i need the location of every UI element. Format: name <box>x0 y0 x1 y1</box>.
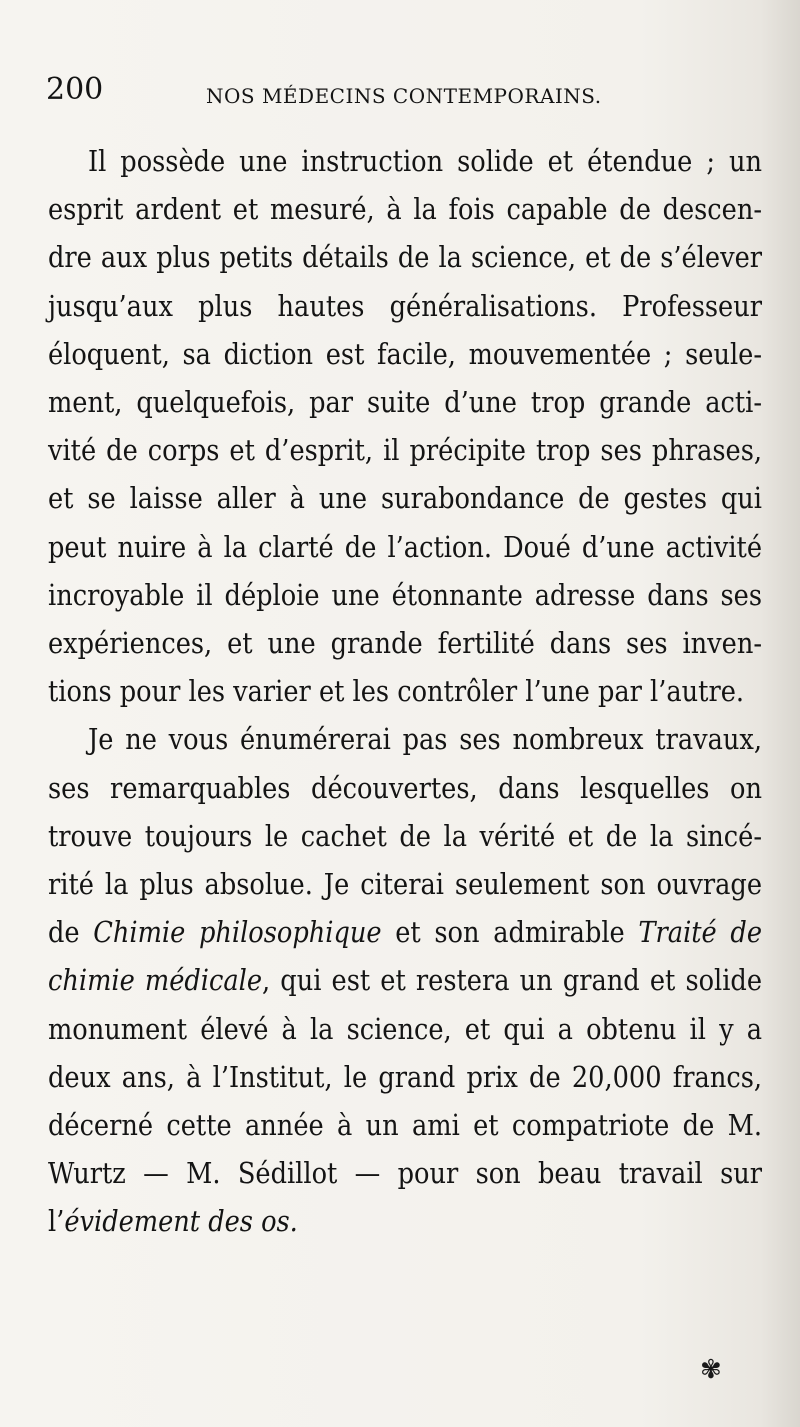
body-text <box>48 138 762 1247</box>
work-title-evidement-des-os: évidement des os. <box>64 1205 298 1239</box>
paragraph-2-text-a: Je ne vous énumérerai pas ses nombreux travaux, ses remarquables découvertes, dans lesquelles on trouve toujours le cachet de la vérité et de la sincé-rité la plus absolue. Je citerai seulement son ouvrage de <box>48 723 762 950</box>
paragraph-2-text-c: , qui est et restera un grand et solide monument élevé à la science, et qui a obtenu il y a deux ans, à l’Institut, le grand prix de 20,000 francs, décerné cette année à un ami et compatriote de M. Wurtz — M. Sédillot — pour son beau travail sur l’ <box>48 964 762 1239</box>
page-number: 200 <box>46 72 104 107</box>
book-title-chimie-philosophique: Chimie philosophique <box>93 916 382 950</box>
ornament-icon: ✾ <box>700 1355 722 1385</box>
running-head: NOS MÉDECINS CONTEMPORAINS. <box>206 84 602 108</box>
paragraph-2-text-b: et son admirable <box>381 916 639 950</box>
paragraph-1-text: Il possède une instruction solide et étendue ; un esprit ardent et mesuré, à la fois capable de descen-dre aux plus petits détails de la science, et de s’élever jusqu’aux plus hautes généralisations. Professeur éloquent, sa diction est facile, mouvementée ; seule-ment, quelquefois, par suite d’une trop grande acti-vité de corps et d’esprit, il précipite trop ses phrases, et se laisse aller à une surabondance de gestes qui peut nuire à la clarté de l’action. Doué d’une activité incroyable il déploie une étonnante adresse dans ses expériences, et une grande fertilité dans ses inven-tions pour les varier et les contrôler l’une par l’autre. <box>48 145 762 709</box>
book-title-traite-chimie-medicale: Traité de chimie médicale <box>48 916 762 998</box>
paragraph-1 <box>48 138 762 716</box>
page-header <box>46 72 766 122</box>
paragraph-2 <box>48 716 762 1246</box>
